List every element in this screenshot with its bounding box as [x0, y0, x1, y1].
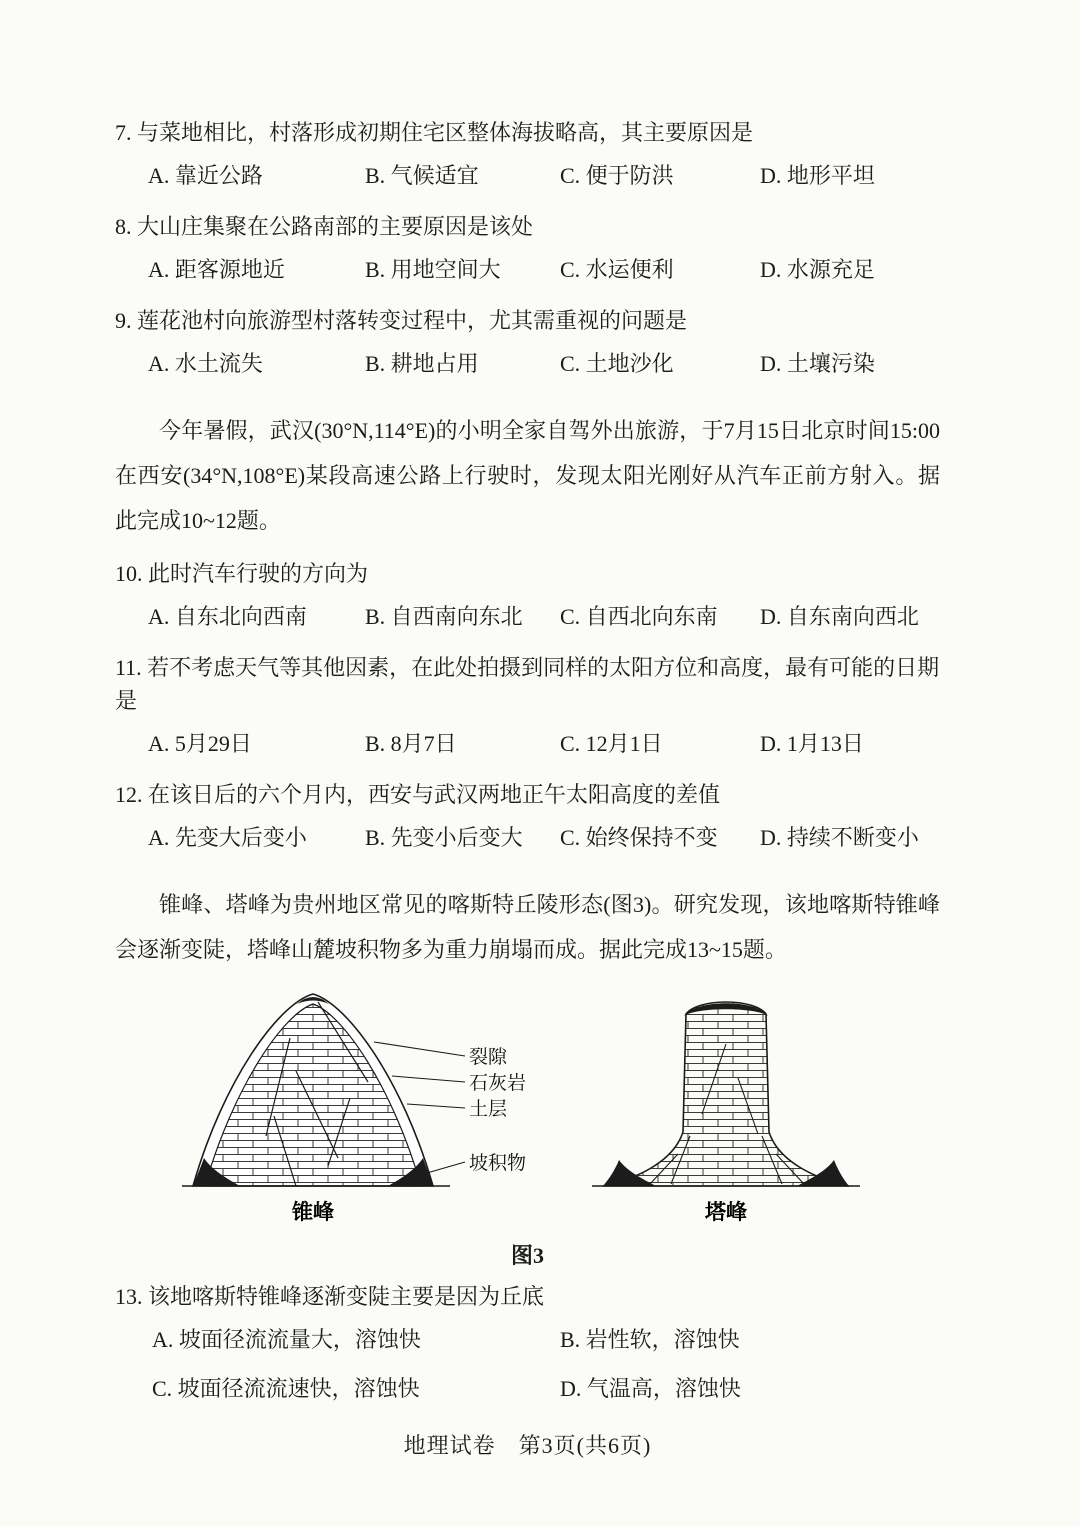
question-11-stem: 11. 若不考虑天气等其他因素，在此处拍摄到同样的太阳方位和高度，最有可能的日期是 [115, 655, 940, 714]
option-c: C. 自西北向东南 [560, 604, 718, 630]
question-13-options [115, 1323, 940, 1405]
question-8-options [115, 253, 940, 286]
tower-peak-name: 塔峰 [704, 1200, 747, 1225]
option-c: C. 12月1日 [560, 731, 663, 757]
question-10-stem: 10. 此时汽车行驶的方向为 [115, 561, 369, 587]
question-9-options [115, 347, 940, 380]
question-7 [115, 116, 940, 192]
leader-limestone [392, 1076, 465, 1082]
question-7-stem: 7. 与菜地相比，村落形成初期住宅区整体海拔略高，其主要原因是 [115, 120, 754, 145]
question-8 [115, 210, 940, 286]
option-a: A. 距客源地近 [148, 257, 285, 282]
question-13 [115, 1280, 940, 1405]
cone-peak-name: 锥峰 [291, 1200, 334, 1225]
question-12 [115, 778, 940, 854]
label-deposit: 坡积物 [468, 1153, 526, 1175]
question-9-stem: 9. 莲花池村向旅游型村落转变过程中，尤其需重视的问题是 [115, 308, 688, 333]
option-a: A. 坡面径流流量大，溶蚀快 [152, 1327, 421, 1353]
option-a: A. 自东北向西南 [148, 604, 307, 630]
label-soil: 土层 [468, 1099, 507, 1121]
passage-13-15: 锥峰、塔峰为贵州地区常见的喀斯特丘陵形态(图3)。研究发现，该地喀斯特锥峰会逐渐变陡，塔峰山麓坡积物多为重力崩塌而成。据此完成13~15题。 [115, 892, 940, 963]
option-a: A. 靠近公路 [148, 163, 263, 188]
label-limestone: 石灰岩 [468, 1073, 526, 1095]
page-footer: 地理试卷 第3页(共6页) [403, 1433, 652, 1459]
option-a: A. 水土流失 [148, 351, 263, 376]
passage-10-12: 今年暑假，武汉(30°N,114°E)的小明全家自驾外出旅游，于7月15日北京时间15:00在西安(34°N,108°E)某段高速公路上行驶时，发现太阳光刚好从汽车正前方射入。据此完成10~12题。 [115, 418, 940, 534]
question-12-options [115, 821, 940, 854]
question-9 [115, 304, 940, 380]
question-7-options [115, 159, 940, 192]
label-fissure: 裂隙 [468, 1047, 507, 1069]
option-d: D. 1月13日 [760, 731, 864, 757]
question-11-options [115, 727, 940, 760]
cone-peak-drawing [182, 994, 450, 1186]
option-d: D. 气温高，溶蚀快 [560, 1376, 741, 1402]
option-c: C. 始终保持不变 [560, 825, 718, 851]
option-d: D. 地形平坦 [760, 163, 875, 188]
option-d: D. 持续不断变小 [760, 825, 919, 851]
option-c: C. 水运便利 [560, 257, 674, 282]
question-11 [115, 651, 940, 760]
question-10 [115, 557, 940, 633]
figure3 [115, 986, 940, 1270]
question-8-stem: 8. 大山庄集聚在公路南部的主要原因是该处 [115, 214, 534, 239]
leader-fissure [374, 1042, 465, 1056]
tower-peak-drawing [592, 1002, 860, 1186]
figure3-caption: 图3 [510, 1243, 544, 1269]
question-13-stem: 13. 该地喀斯特锥峰逐渐变陡主要是因为丘底 [115, 1284, 545, 1310]
option-d: D. 自东南向西北 [760, 604, 919, 630]
option-d: D. 土壤污染 [760, 351, 875, 376]
option-b: B. 自西南向东北 [365, 604, 523, 630]
option-c: C. 土地沙化 [560, 351, 674, 376]
option-b: B. 岩性软，溶蚀快 [560, 1327, 740, 1353]
option-a: A. 5月29日 [148, 731, 252, 757]
figure3-diagram [178, 986, 878, 1234]
option-b: B. 先变小后变大 [365, 825, 523, 851]
option-a: A. 先变大后变小 [148, 825, 307, 851]
option-d: D. 水源充足 [760, 257, 875, 282]
option-b: B. 用地空间大 [365, 257, 501, 282]
question-12-stem: 12. 在该日后的六个月内，西安与武汉两地正午太阳高度的差值 [115, 782, 721, 808]
option-b: B. 气候适宜 [365, 163, 479, 188]
leader-soil [407, 1104, 465, 1108]
option-b: B. 耕地占用 [365, 351, 479, 376]
option-c: C. 便于防洪 [560, 163, 674, 188]
question-10-options [115, 600, 940, 633]
option-c: C. 坡面径流流速快，溶蚀快 [152, 1376, 420, 1402]
option-b: B. 8月7日 [365, 731, 457, 757]
